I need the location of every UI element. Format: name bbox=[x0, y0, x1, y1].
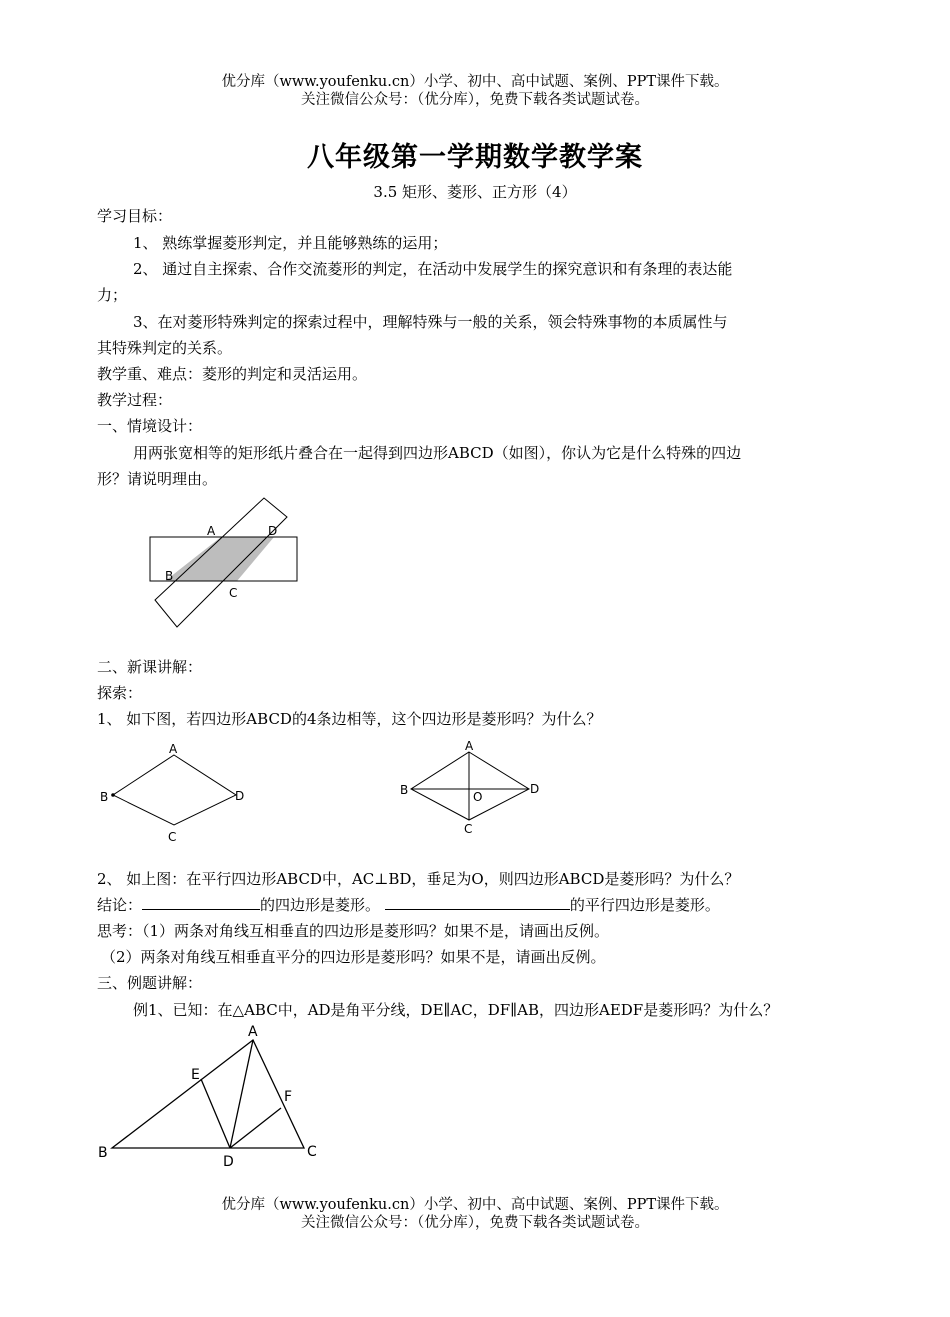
figure-overlapping-strips bbox=[140, 495, 310, 635]
fig4-label-F: F bbox=[284, 1089, 293, 1105]
vertex-B-dot bbox=[111, 793, 115, 797]
page-footer-line-2: 关注微信公众号：（优分库），免费下载各类试题试卷。 bbox=[301, 1215, 649, 1231]
conclusion-line bbox=[97, 895, 720, 915]
fig1-label-D: D bbox=[268, 524, 278, 538]
conclusion-label: 结论： bbox=[97, 896, 143, 914]
example-1: 例1、已知：在△ABC中，AD是角平分线，DE∥AC，DF∥AB，四边形AEDF是菱形吗？为什么？ bbox=[133, 1001, 779, 1019]
rhombus-outline bbox=[113, 755, 236, 825]
objective-2-line-2: 力； bbox=[97, 286, 128, 304]
fig2-label-A: A bbox=[169, 742, 178, 756]
fig3-label-C: C bbox=[464, 822, 473, 836]
fig3-label-O: O bbox=[473, 790, 483, 804]
objective-2-line-1: 2、 通过自主探索、合作交流菱形的判定，在活动中发展学生的探究意识和有条理的表达能 bbox=[133, 260, 733, 278]
teaching-process: 教学过程： bbox=[97, 391, 173, 409]
fig2-label-C: C bbox=[168, 830, 177, 844]
objective-1: 1、 熟练掌握菱形判定，并且能够熟练的运用； bbox=[133, 234, 448, 252]
fig1-label-B: B bbox=[165, 569, 174, 583]
fig2-label-B: B bbox=[100, 790, 109, 804]
rhombus-outline bbox=[411, 752, 529, 820]
fig4-label-C: C bbox=[307, 1144, 317, 1160]
explore-label: 探索： bbox=[97, 684, 143, 702]
figure-rhombus-diagonals bbox=[399, 738, 539, 840]
objectives-heading: 学习目标： bbox=[97, 207, 173, 225]
fig4-label-E: E bbox=[191, 1067, 200, 1083]
think-question-2: （2）两条对角线互相垂直平分的四边形是菱形吗？如果不是，请画出反例。 bbox=[101, 948, 606, 966]
page-header-line-1: 优分库（www.youfenku.cn）小学、初中、高中试题、案例、PPT课件下载。 bbox=[221, 74, 729, 90]
fig1-label-C: C bbox=[229, 586, 238, 600]
objective-3-line-2: 其特殊判定的关系。 bbox=[97, 339, 233, 357]
fig3-label-A: A bbox=[465, 739, 474, 753]
conclusion-text-2: 的平行四边形是菱形。 bbox=[569, 896, 720, 914]
fig3-label-D: D bbox=[530, 782, 540, 796]
fig4-label-D: D bbox=[223, 1154, 234, 1170]
objective-3-line-1: 3、在对菱形特殊判定的探索过程中，理解特殊与一般的关系，领会特殊事物的本质属性与 bbox=[133, 313, 728, 331]
question-1: 1、 如下图，若四边形ABCD的4条边相等，这个四边形是菱形吗？为什么？ bbox=[97, 710, 602, 728]
figure-rhombus bbox=[96, 740, 248, 846]
segment-DE bbox=[201, 1079, 230, 1148]
section-3-heading: 三、例题讲解： bbox=[97, 974, 203, 992]
segment-AD bbox=[230, 1040, 253, 1148]
fig4-label-A: A bbox=[248, 1024, 258, 1040]
section-1-text-line-2: 形？请说明理由。 bbox=[97, 470, 218, 488]
key-points: 教学重、难点：菱形的判定和灵活运用。 bbox=[97, 365, 368, 383]
conclusion-blank-2[interactable] bbox=[385, 895, 570, 910]
fig3-label-B: B bbox=[400, 783, 409, 797]
conclusion-blank-1[interactable] bbox=[142, 895, 260, 910]
document-subtitle: 3.5 矩形、菱形、正方形（4） bbox=[373, 183, 577, 201]
page-footer-line-1: 优分库（www.youfenku.cn）小学、初中、高中试题、案例、PPT课件下载。 bbox=[221, 1197, 729, 1213]
fig4-label-B: B bbox=[98, 1145, 108, 1161]
section-1-text-line-1: 用两张宽相等的矩形纸片叠合在一起得到四边形ABCD（如图），你认为它是什么特殊的四边 bbox=[133, 444, 742, 462]
fig1-label-A: A bbox=[207, 524, 216, 538]
document-title: 八年级第一学期数学教学案 bbox=[307, 142, 643, 173]
figure-triangle-aedf bbox=[95, 1018, 325, 1173]
fig2-label-D: D bbox=[235, 789, 245, 803]
shaded-quadrilateral bbox=[165, 537, 274, 581]
section-1-heading: 一、情境设计： bbox=[97, 417, 203, 435]
section-2-heading: 二、新课讲解： bbox=[97, 658, 203, 676]
question-2: 2、 如上图：在平行四边形ABCD中，AC⊥BD，垂足为O，则四边形ABCD是菱形吗？为什么？ bbox=[97, 870, 740, 888]
page-header-line-2: 关注微信公众号：（优分库），免费下载各类试题试卷。 bbox=[301, 92, 649, 108]
conclusion-text-1: 的四边形是菱形。 bbox=[260, 896, 381, 914]
think-question-1: 思考：（1）两条对角线互相垂直的四边形是菱形吗？如果不是，请画出反例。 bbox=[97, 922, 610, 940]
